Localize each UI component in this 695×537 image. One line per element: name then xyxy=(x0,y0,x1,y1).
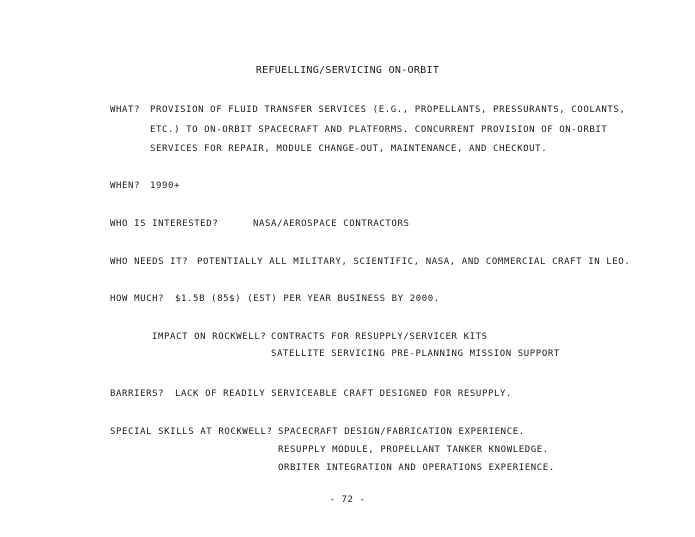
when-value: 1990+ xyxy=(150,181,181,191)
barriers-label: BARRIERS? xyxy=(110,389,165,399)
special-skills-line-2: RESUPPLY MODULE, PROPELLANT TANKER KNOWLEDGE. xyxy=(278,445,549,455)
who-needs-label: WHO NEEDS IT? xyxy=(110,257,189,267)
what-line-3: SERVICES FOR REPAIR, MODULE CHANGE-OUT, MAINTENANCE, AND CHECKOUT. xyxy=(150,144,548,154)
impact-label: IMPACT ON ROCKWELL? xyxy=(152,332,267,342)
what-line-1: PROVISION OF FLUID TRANSFER SERVICES (E.G., PROPELLANTS, PRESSURANTS, COOLANTS, xyxy=(150,105,626,115)
special-skills-line-1: SPACECRAFT DESIGN/FABRICATION EXPERIENCE. xyxy=(278,427,525,437)
special-skills-line-3: ORBITER INTEGRATION AND OPERATIONS EXPERIENCE. xyxy=(278,463,555,473)
how-much-label: HOW MUCH? xyxy=(110,294,165,304)
what-label: WHAT? xyxy=(110,105,141,115)
barriers-value: LACK OF READILY SERVICEABLE CRAFT DESIGNED FOR RESUPPLY. xyxy=(175,389,513,399)
page-number: - 72 - xyxy=(329,495,366,505)
what-line-2: ETC.) TO ON-ORBIT SPACECRAFT AND PLATFORMS. CONCURRENT PROVISION OF ON-ORBIT xyxy=(150,125,608,135)
when-label: WHEN? xyxy=(110,181,141,191)
who-interested-label: WHO IS INTERESTED? xyxy=(110,219,219,229)
how-much-value: $1.5B (85$) (EST) PER YEAR BUSINESS BY 2000. xyxy=(175,294,440,304)
impact-line-1: CONTRACTS FOR RESUPPLY/SERVICER KITS xyxy=(271,332,488,342)
document-title: REFUELLING/SERVICING ON-ORBIT xyxy=(255,65,440,76)
special-skills-label: SPECIAL SKILLS AT ROCKWELL? xyxy=(110,427,273,437)
who-interested-value: NASA/AEROSPACE CONTRACTORS xyxy=(253,219,410,229)
impact-line-2: SATELLITE SERVICING PRE-PLANNING MISSION SUPPORT xyxy=(271,349,560,359)
who-needs-value: POTENTIALLY ALL MILITARY, SCIENTIFIC, NASA, AND COMMERCIAL CRAFT IN LEO. xyxy=(197,257,631,267)
